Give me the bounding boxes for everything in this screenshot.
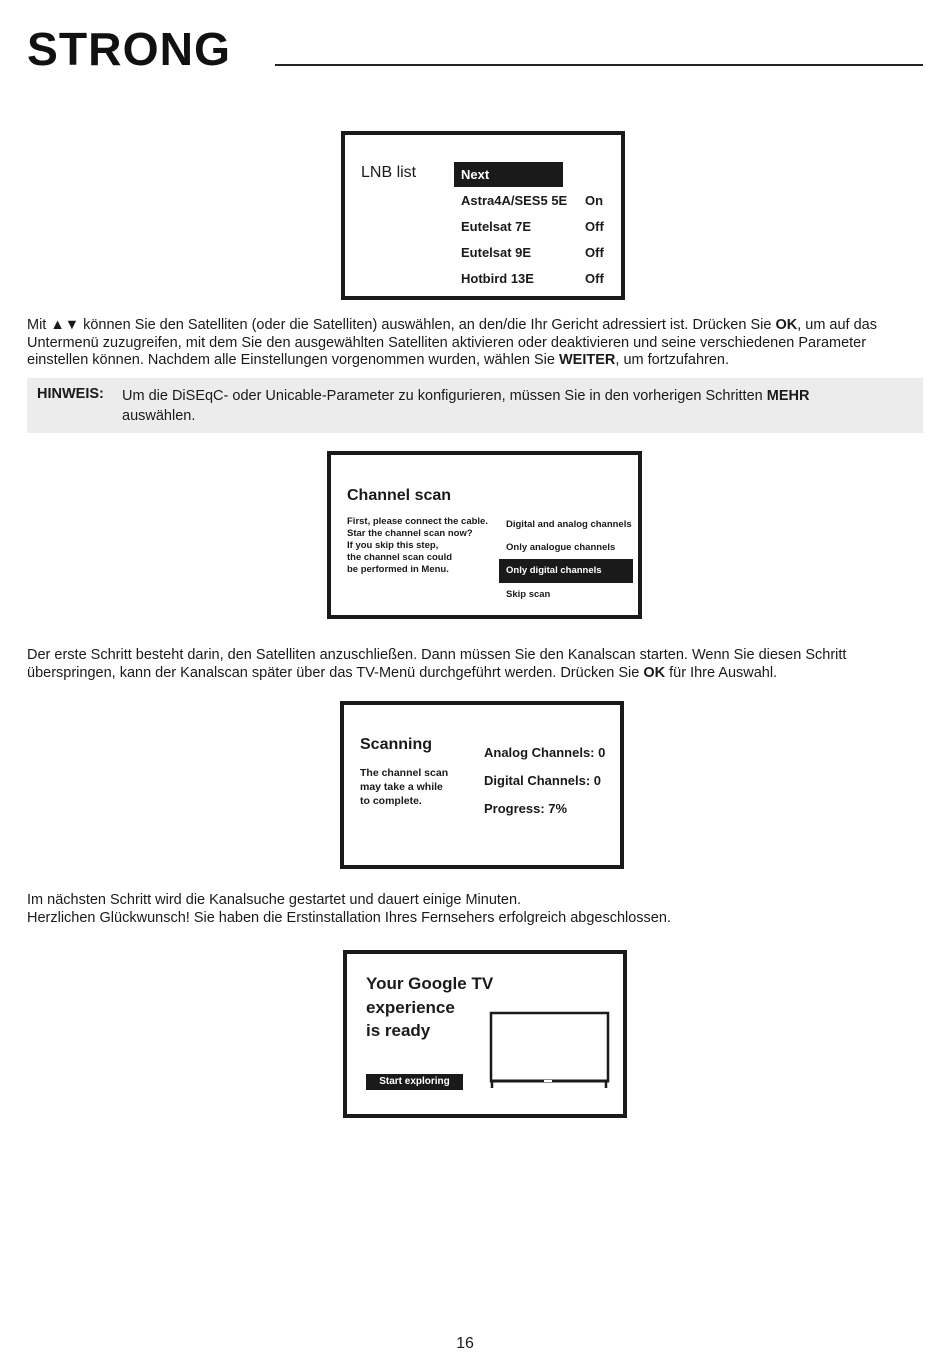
scanning-title: Scanning xyxy=(360,736,433,753)
satellite-state: Off xyxy=(585,219,604,234)
para1-text-3: , um fortzufahren. xyxy=(615,352,730,368)
channel-scan-description xyxy=(347,516,492,576)
strong-logo xyxy=(27,27,233,71)
page-number: 16 xyxy=(456,1335,474,1352)
description-line: to complete. xyxy=(360,795,422,807)
lnb-list-title: LNB list xyxy=(361,164,417,181)
para2-text-2: für Ihre Auswahl. xyxy=(665,664,778,681)
option-digital-and-analog[interactable]: Digital and analog channels xyxy=(506,519,632,530)
completion-line-2: Herzlichen Glückwunsch! Sie haben die Erstinstallation Ihres Fernsehers erfolgreich abgeschlossen. xyxy=(27,909,671,926)
option-skip-scan[interactable]: Skip scan xyxy=(506,589,551,600)
para1-text-1: Mit ▲▼ können Sie den Satelliten (oder die Satelliten) auswählen, an den/die Ihr Gericht adressiert ist. Drücken Sie xyxy=(27,317,776,333)
description-line: be performed in Menu. xyxy=(347,564,449,575)
next-button[interactable]: Next xyxy=(454,162,563,187)
option-only-digital[interactable]: Only digital channels xyxy=(499,559,633,583)
channel-scan-screen xyxy=(327,451,642,619)
channel-scan-title: Channel scan xyxy=(347,487,452,504)
para2-text-1: Der erste Schritt besteht darin, den Satelliten anzuschließen. Dann müssen Sie den Kanalscan starten. Wenn Sie diesen Schritt überspringen, kann der Kanalscan später über das TV-Menü durchgeführt werden. Drücken Sie xyxy=(27,647,847,681)
ready-title-line: experience xyxy=(366,997,455,1017)
note-text-2: auswählen. xyxy=(122,408,196,424)
description-line: may take a while xyxy=(360,781,443,793)
para2-bold-ok: OK xyxy=(643,664,666,681)
digital-channels-count: Digital Channels: 0 xyxy=(484,773,602,788)
scan-progress: Progress: 7% xyxy=(484,801,568,816)
satellite-name: Eutelsat 9E xyxy=(461,245,532,260)
ready-title-line: is ready xyxy=(366,1021,431,1040)
option-only-analogue[interactable]: Only analogue channels xyxy=(506,542,616,553)
satellite-selection-paragraph xyxy=(27,317,923,370)
description-line: Star the channel scan now? xyxy=(347,528,473,539)
header-rule xyxy=(275,64,923,66)
scanning-description xyxy=(360,766,470,808)
note-box xyxy=(27,378,923,433)
note-label: HINWEIS: xyxy=(37,386,104,402)
description-line: First, please connect the cable. xyxy=(347,516,488,527)
lnb-row[interactable] xyxy=(461,243,611,263)
scanning-screen xyxy=(340,701,624,869)
google-tv-ready-screen xyxy=(343,950,627,1118)
description-line: If you skip this step, xyxy=(347,540,439,551)
satellite-state: Off xyxy=(585,271,604,286)
para1-bold-weiter: WEITER xyxy=(559,352,616,368)
satellite-state: Off xyxy=(585,245,604,260)
brand-logo-text: STRONG xyxy=(27,27,231,71)
satellite-name: Eutelsat 7E xyxy=(461,219,532,234)
ready-title-line: Your Google TV xyxy=(366,974,494,993)
completion-line-1: Im nächsten Schritt wird die Kanalsuche gestartet und dauert einige Minuten. xyxy=(27,892,522,908)
description-line: the channel scan could xyxy=(347,552,453,563)
channel-scan-paragraph xyxy=(27,647,923,682)
note-text-1: Um die DiSEqC- oder Unicable-Parameter zu konfigurieren, müssen Sie in den vorherigen Schritten xyxy=(122,388,767,404)
satellite-state: On xyxy=(585,193,604,208)
start-exploring-button[interactable]: Start exploring xyxy=(366,1074,463,1090)
lnb-row[interactable] xyxy=(461,217,611,237)
para1-bold-ok: OK xyxy=(775,317,798,333)
satellite-name: Astra4A/SES5 5E xyxy=(461,193,568,208)
description-line: The channel scan xyxy=(360,767,449,779)
lnb-list-screen xyxy=(341,131,625,300)
note-text xyxy=(122,386,882,426)
lnb-row[interactable] xyxy=(461,269,611,289)
note-bold-mehr: MEHR xyxy=(766,388,810,404)
satellite-name: Hotbird 13E xyxy=(461,271,534,286)
tv-icon xyxy=(488,1011,614,1091)
para1-text-2: , um auf das Untermenü zuzugreifen, mit dem Sie den ausgewählten Satelliten aktivieren oder deaktivieren und seine verschiedenen Parameter einstellen können. Nachdem alle Einstellungen vorgenommen wurden, wählen Sie xyxy=(27,317,877,368)
lnb-row[interactable] xyxy=(461,191,611,211)
completion-paragraph xyxy=(27,892,923,927)
analog-channels-count: Analog Channels: 0 xyxy=(484,745,606,760)
